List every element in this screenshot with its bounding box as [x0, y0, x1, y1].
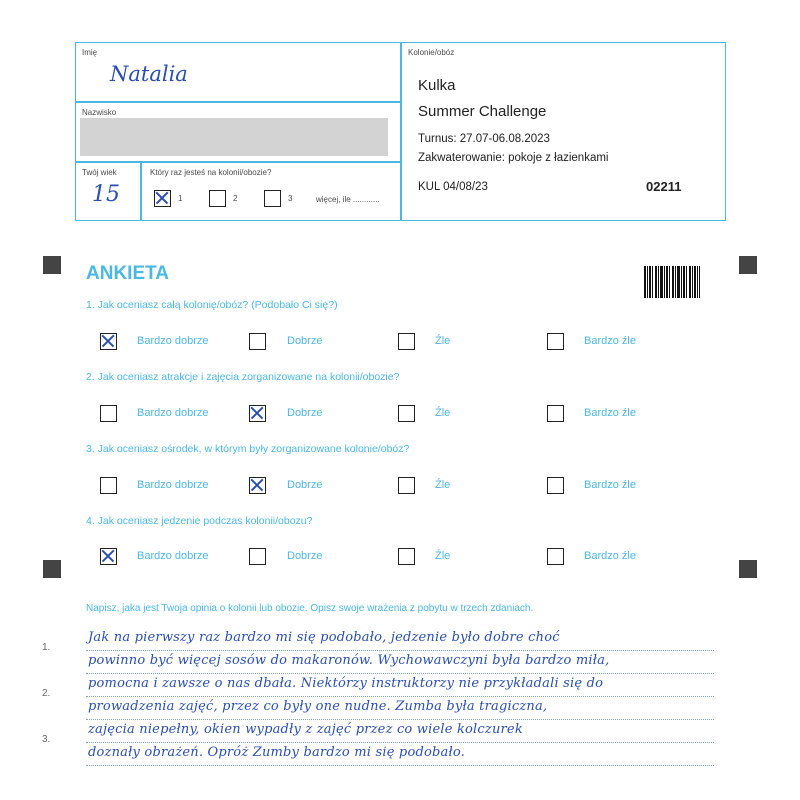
q2-checkbox-bardzo-zle[interactable] [547, 405, 564, 422]
code-left: KUL 04/08/23 [418, 181, 488, 193]
writing-line-1 [86, 650, 714, 651]
handwritten-line-6[interactable]: doznały obrażeń. Opróż Zumby bardzo mi się podobało. [88, 745, 466, 760]
registration-marker-bottom-right [739, 560, 757, 578]
ktory-raz-option-3: 3 [288, 194, 293, 203]
header-divider-vertical [400, 42, 402, 221]
registration-marker-top-right [739, 256, 757, 274]
q4-option-bardzo-dobrze: Bardzo dobrze [137, 550, 209, 562]
imie-label: Imię [82, 48, 98, 57]
q1-checkbox-zle[interactable] [398, 333, 415, 350]
question-2: 2. Jak oceniasz atrakcje i zajęcia zorganizowane na kolonii/obozie? [86, 371, 400, 383]
q2-option-bardzo-dobrze: Bardzo dobrze [137, 407, 209, 419]
q1-option-bardzo-dobrze: Bardzo dobrze [137, 335, 209, 347]
line-number-3: 3. [42, 734, 51, 745]
nazwisko-label: Nazwisko [82, 108, 117, 117]
ktory-raz-option-2: 2 [233, 194, 238, 203]
writing-line-2 [86, 673, 714, 674]
q3-checkbox-zle[interactable] [398, 477, 415, 494]
header-divider-name [75, 101, 401, 103]
wiek-value[interactable]: 15 [92, 182, 120, 207]
q3-option-bardzo-dobrze: Bardzo dobrze [137, 479, 209, 491]
q2-option-dobrze: Dobrze [287, 407, 323, 419]
q3-checkbox-dobrze[interactable] [249, 477, 266, 494]
q4-checkbox-zle[interactable] [398, 548, 415, 565]
q1-checkbox-bardzo-dobrze[interactable] [100, 333, 117, 350]
q2-option-bardzo-zle: Bardzo źle [584, 407, 636, 419]
kolonie-name: Kulka [418, 77, 456, 94]
handwritten-line-5[interactable]: zajęcia niepełny, okien wypadły z zajęć przez co wiele kolczurek [88, 722, 523, 737]
q4-option-zle: Źle [435, 550, 451, 562]
q4-option-bardzo-zle: Bardzo źle [584, 550, 636, 562]
handwritten-line-4[interactable]: prowadzenia zajęć, przez co były one nudne. Zumba była tragiczna, [88, 699, 548, 714]
q4-checkbox-bardzo-dobrze[interactable] [100, 548, 117, 565]
survey-title: ANKIETA [86, 263, 170, 284]
turnus-text: Turnus: 27.07-06.08.2023 [418, 133, 550, 145]
imie-value[interactable]: Natalia [110, 62, 188, 86]
code-right: 02211 [646, 179, 682, 194]
header-divider-surname [75, 161, 401, 163]
q1-option-bardzo-zle: Bardzo źle [584, 335, 636, 347]
redacted-surname [80, 118, 388, 156]
q2-checkbox-dobrze[interactable] [249, 405, 266, 422]
zakwaterowanie-text: Zakwaterowanie: pokoje z łazienkami [418, 152, 609, 164]
q4-checkbox-bardzo-zle[interactable] [547, 548, 564, 565]
q1-option-zle: Źle [435, 335, 451, 347]
handwritten-line-1[interactable]: Jak na pierwszy raz bardzo mi się podobało, jedzenie było dobre choć [88, 630, 560, 645]
barcode [644, 266, 700, 298]
wiek-label: Twój wiek [82, 168, 117, 177]
ktory-raz-checkbox-3[interactable] [264, 190, 281, 207]
q3-option-bardzo-zle: Bardzo źle [584, 479, 636, 491]
ktory-raz-checkbox-1[interactable] [154, 190, 171, 207]
q3-checkbox-bardzo-zle[interactable] [547, 477, 564, 494]
ktory-raz-option-1: 1 [178, 194, 183, 203]
q3-option-zle: Źle [435, 479, 451, 491]
q1-checkbox-bardzo-zle[interactable] [547, 333, 564, 350]
kolonie-program: Summer Challenge [418, 103, 547, 120]
registration-marker-top-left [43, 256, 61, 274]
q3-option-dobrze: Dobrze [287, 479, 323, 491]
kolonie-label: Kolonie/obóz [408, 48, 455, 57]
writing-line-3 [86, 696, 714, 697]
q2-option-zle: Źle [435, 407, 451, 419]
line-number-1: 1. [42, 642, 51, 653]
handwritten-line-3[interactable]: pomocna i zawsze o nas dbała. Niektórzy instruktorzy nie przykładali się do [88, 676, 604, 691]
ktory-raz-more: więcej, ile ............ [316, 195, 380, 204]
writing-line-4 [86, 719, 714, 720]
writing-line-5 [86, 742, 714, 743]
ktory-raz-label: Który raz jesteś na kolonii/obozie? [150, 168, 272, 177]
question-1: 1. Jak oceniasz całą kolonię/obóz? (Podobało Ci się?) [86, 299, 338, 311]
opinion-prompt: Napisz, jaka jest Twoja opinia o kolonii lub obozie. Opisz swoje wrażenia z pobytu w trzech zdaniach. [86, 603, 534, 614]
registration-marker-bottom-left [43, 560, 61, 578]
q4-option-dobrze: Dobrze [287, 550, 323, 562]
question-3: 3. Jak oceniasz ośrodek, w którym były zorganizowane kolonie/obóz? [86, 443, 410, 455]
q4-checkbox-dobrze[interactable] [249, 548, 266, 565]
line-number-2: 2. [42, 688, 51, 699]
writing-line-6 [86, 765, 714, 766]
header-divider-age [140, 161, 142, 221]
q1-option-dobrze: Dobrze [287, 335, 323, 347]
q2-checkbox-bardzo-dobrze[interactable] [100, 405, 117, 422]
q1-checkbox-dobrze[interactable] [249, 333, 266, 350]
q3-checkbox-bardzo-dobrze[interactable] [100, 477, 117, 494]
ktory-raz-checkbox-2[interactable] [209, 190, 226, 207]
handwritten-line-2[interactable]: powinno być więcej sosów do makaronów. Wychowawczyni była bardzo miła, [88, 653, 610, 668]
question-4: 4. Jak oceniasz jedzenie podczas kolonii/obozu? [86, 515, 313, 527]
q2-checkbox-zle[interactable] [398, 405, 415, 422]
